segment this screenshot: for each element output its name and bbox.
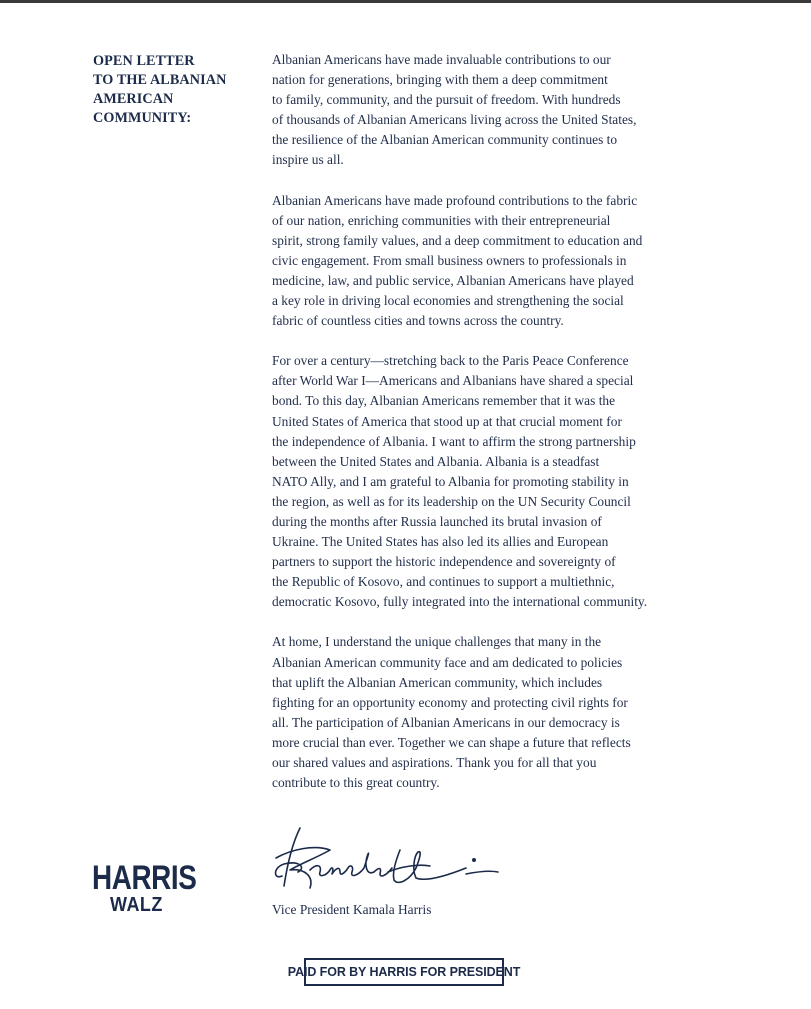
body-line: fabric of countless cities and towns across the country. — [272, 313, 564, 329]
body-line: civic engagement. From small business owners to professionals in — [272, 252, 627, 268]
body-line: United States of America that stood up at that crucial moment for — [272, 413, 622, 429]
harris-walz-logo — [92, 859, 197, 916]
body-line: For over a century—stretching back to the Paris Peace Conference — [272, 353, 629, 369]
body-line: during the months after Russia launched its brutal invasion of — [272, 513, 602, 529]
body-line: medicine, law, and public service, Albanian Americans have played — [272, 272, 634, 288]
body-line: spirit, strong family values, and a deep commitment to education and — [272, 232, 643, 248]
body-line: more crucial than ever. Together we can shape a future that reflects — [272, 734, 631, 750]
heading-line: COMMUNITY: — [93, 110, 192, 126]
body-line: the Republic of Kosovo, and continues to support a multiethnic, — [272, 574, 615, 590]
body-line: partners to support the historic independence and sovereignty of — [272, 554, 616, 570]
body-line: of thousands of Albanian Americans living across the United States, — [272, 112, 637, 128]
letter-heading — [93, 52, 253, 128]
paid-for-disclaimer: PAID FOR BY HARRIS FOR PRESIDENT — [304, 958, 504, 986]
body-line: contribute to this great country. — [272, 775, 440, 791]
signatory-name: Vice President Kamala Harris — [272, 902, 432, 917]
body-line: that uplift the Albanian American community, which includes — [272, 674, 603, 690]
body-line: the region, as well as for its leadership on the UN Security Council — [272, 493, 631, 509]
body-line: of our nation, enriching communities with their entrepreneurial — [272, 212, 611, 228]
paragraph-2 — [272, 191, 722, 332]
body-line: Albanian Americans have made invaluable contributions to our — [272, 52, 611, 67]
paragraph-4 — [272, 632, 722, 793]
body-line: fighting for an opportunity economy and protecting civil rights for — [272, 694, 628, 710]
body-line: the independence of Albania. I want to affirm the strong partnership — [272, 433, 636, 449]
logo-walz: WALZ — [110, 894, 163, 916]
body-line: democratic Kosovo, fully integrated into the international community. — [272, 594, 648, 610]
body-line: our shared values and aspirations. Thank you for all that you — [272, 755, 597, 770]
body-line: between the United States and Albania. Albania is a steadfast — [272, 453, 600, 469]
top-border — [0, 0, 811, 3]
body-line: Ukraine. The United States has also led its allies and European — [272, 534, 609, 550]
body-line: bond. To this day, Albanian Americans remember that it was the — [272, 393, 616, 409]
body-line: At home, I understand the unique challenges that many in the — [272, 634, 602, 650]
paragraph-1 — [272, 50, 722, 171]
heading-line: AMERICAN — [93, 91, 174, 107]
body-line: inspire us all. — [272, 152, 344, 168]
body-line: after World War I—Americans and Albanians have shared a special — [272, 373, 634, 389]
body-line: NATO Ally, and I am grateful to Albania for promoting stability in — [272, 473, 629, 489]
logo-harris: HARRIS — [92, 859, 197, 897]
body-line: to family, community, and the pursuit of freedom. With hundreds — [272, 92, 621, 108]
body-line: all. The participation of Albanian Americans in our democracy is — [272, 714, 620, 730]
heading-line: TO THE ALBANIAN — [93, 72, 227, 88]
handwritten-signature — [270, 820, 510, 900]
paragraph-3 — [272, 351, 722, 612]
letter-body — [272, 50, 722, 813]
body-line: a key role in driving local economies and strengthening the social — [272, 293, 624, 309]
body-line: Albanian American community face and am dedicated to policies — [272, 654, 623, 670]
body-line: nation for generations, bringing with them a deep commitment — [272, 72, 608, 88]
body-line: the resilience of the Albanian American community continues to — [272, 132, 618, 148]
heading-line: OPEN LETTER — [93, 53, 195, 69]
body-line: Albanian Americans have made profound contributions to the fabric — [272, 192, 638, 208]
